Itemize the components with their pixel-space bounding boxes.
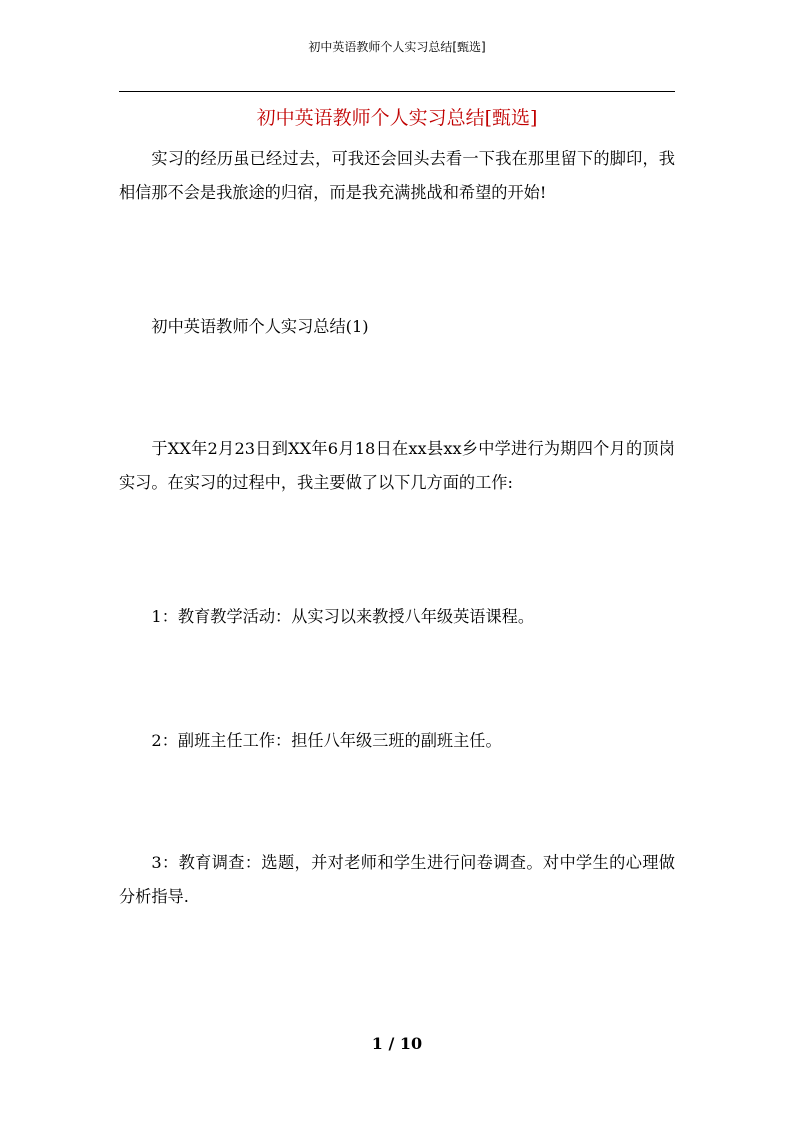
section-heading: 初中英语教师个人实习总结(1) xyxy=(151,317,369,336)
header-divider xyxy=(119,91,675,92)
list-item-class-tutor: 2：副班主任工作：担任八年级三班的副班主任。 xyxy=(151,731,502,750)
page-number: 1 / 10 xyxy=(371,1034,423,1053)
document-title: 初中英语教师个人实习总结[甄选] xyxy=(256,107,538,129)
running-header: 初中英语教师个人实习总结[甄选] xyxy=(308,40,486,54)
intro-paragraph: 实习的经历虽已经过去，可我还会回头去看一下我在那里留下的脚印，我相信那不会是我旅途的归宿，而是我充满挑战和希望的开始! xyxy=(119,149,675,202)
body-paragraph-dates: 于XX年2月23日到XX年6月18日在xx县xx乡中学进行为期四个月的顶岗实习。在实习的过程中，我主要做了以下几方面的工作: xyxy=(119,439,675,492)
list-item-survey: 3：教育调查：选题，并对老师和学生进行问卷调查。对中学生的心理做分析指导. xyxy=(119,853,675,906)
list-item-teaching: 1：教育教学活动：从实习以来教授八年级英语课程。 xyxy=(151,607,535,626)
